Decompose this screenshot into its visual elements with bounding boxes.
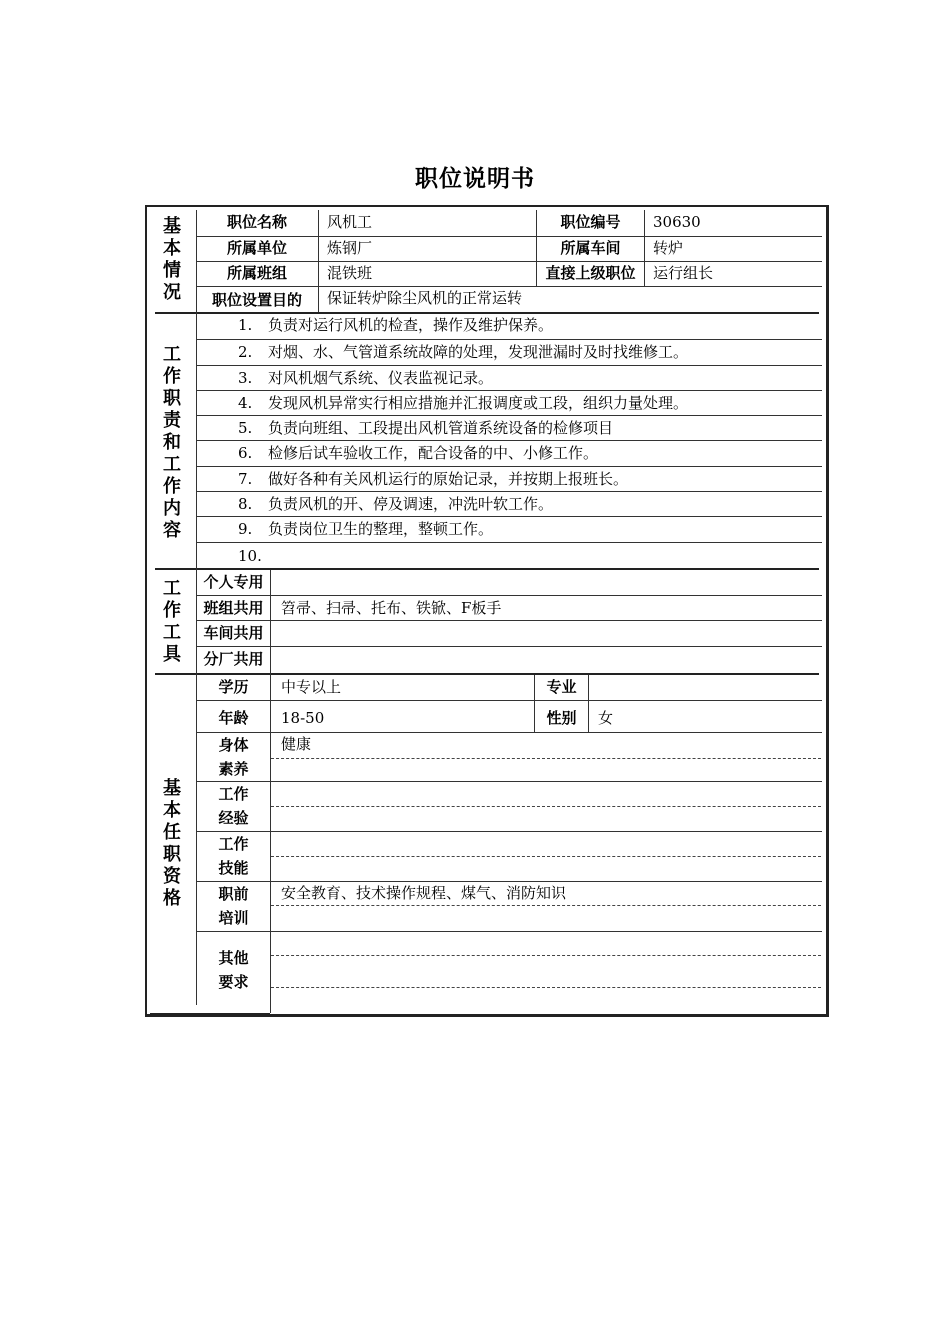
education-value: 中专以上 <box>281 678 342 696</box>
section-duties: 工 作 职 责 和 工 作 内 容 <box>163 344 181 541</box>
duty-8-no: 8. <box>238 495 253 513</box>
section-qualifications: 基 本 任 职 资 格 <box>163 778 181 909</box>
workshop-value: 转炉 <box>653 239 684 257</box>
duty-5-text: 负责向班组、工段提出风机管道系统设备的检修项目 <box>268 419 614 437</box>
duty-6-no: 6. <box>238 444 253 462</box>
duty-9-no: 9. <box>238 520 253 538</box>
tool-team-value: 笤帚、扫帚、托布、铁锨、F板手 <box>281 599 502 617</box>
duty-2-text: 对烟、水、气管道系统故障的处理，发现泄漏时及时找维修工。 <box>268 343 689 361</box>
workshop-label: 所属车间 <box>560 239 621 257</box>
duty-10-no: 10. <box>238 547 262 565</box>
team-label: 所属班组 <box>226 264 287 282</box>
section-tools: 工 作 工 具 <box>163 578 181 665</box>
duty-7-no: 7. <box>238 470 253 488</box>
position-name-label: 职位名称 <box>226 213 287 231</box>
purpose-value: 保证转炉除尘风机的正常运转 <box>327 289 523 307</box>
experience-label: 工作 经验 <box>218 785 249 827</box>
superior-label: 直接上级职位 <box>545 264 636 282</box>
training-label: 职前 培训 <box>218 885 249 927</box>
duty-5-no: 5. <box>238 419 253 437</box>
duty-9-text: 负责岗位卫生的整理，整顿工作。 <box>268 520 494 538</box>
position-code-label: 职位编号 <box>560 213 621 231</box>
skills-label: 工作 技能 <box>218 835 249 877</box>
tool-personal-label: 个人专用 <box>203 573 264 591</box>
section-basic-info: 基 本 情 况 <box>163 216 181 303</box>
duty-1-no: 1. <box>238 316 253 334</box>
purpose-label: 职位设置目的 <box>211 291 302 309</box>
physique-label: 身体 素养 <box>218 736 249 778</box>
unit-value: 炼钢厂 <box>327 239 373 257</box>
tool-team-label: 班组共用 <box>203 599 264 617</box>
age-value: 18-50 <box>281 709 325 727</box>
education-label: 学历 <box>218 678 249 696</box>
gender-label: 性别 <box>546 709 577 727</box>
duty-2-no: 2. <box>238 343 253 361</box>
position-code-value: 30630 <box>653 213 701 231</box>
major-label: 专业 <box>546 678 577 696</box>
other-label: 其他 要求 <box>218 949 249 991</box>
document-title: 职位说明书 <box>415 166 535 192</box>
gender-value: 女 <box>598 709 614 727</box>
tool-factory-label: 分厂共用 <box>203 650 264 668</box>
duty-4-text: 发现风机异常实行相应措施并汇报调度或工段，组织力量处理。 <box>268 394 689 412</box>
duty-4-no: 4. <box>238 394 253 412</box>
physique-value: 健康 <box>281 735 312 753</box>
duty-1-text: 负责对运行风机的检查，操作及维护保养。 <box>268 316 554 334</box>
training-value: 安全教育、技术操作规程、煤气、消防知识 <box>281 884 567 902</box>
superior-value: 运行组长 <box>653 264 714 282</box>
duty-3-no: 3. <box>238 369 253 387</box>
age-label: 年龄 <box>218 709 249 727</box>
unit-label: 所属单位 <box>226 239 287 257</box>
position-name-value: 风机工 <box>327 213 373 231</box>
duty-3-text: 对风机烟气系统、仪表监视记录。 <box>268 369 494 387</box>
tool-workshop-label: 车间共用 <box>203 624 264 642</box>
team-value: 混铁班 <box>327 264 373 282</box>
duty-7-text: 做好各种有关风机运行的原始记录，并按期上报班长。 <box>268 470 629 488</box>
duty-8-text: 负责风机的开、停及调速，冲洗叶软工作。 <box>268 495 554 513</box>
duty-6-text: 检修后试车验收工作，配合设备的中、小修工作。 <box>268 444 599 462</box>
